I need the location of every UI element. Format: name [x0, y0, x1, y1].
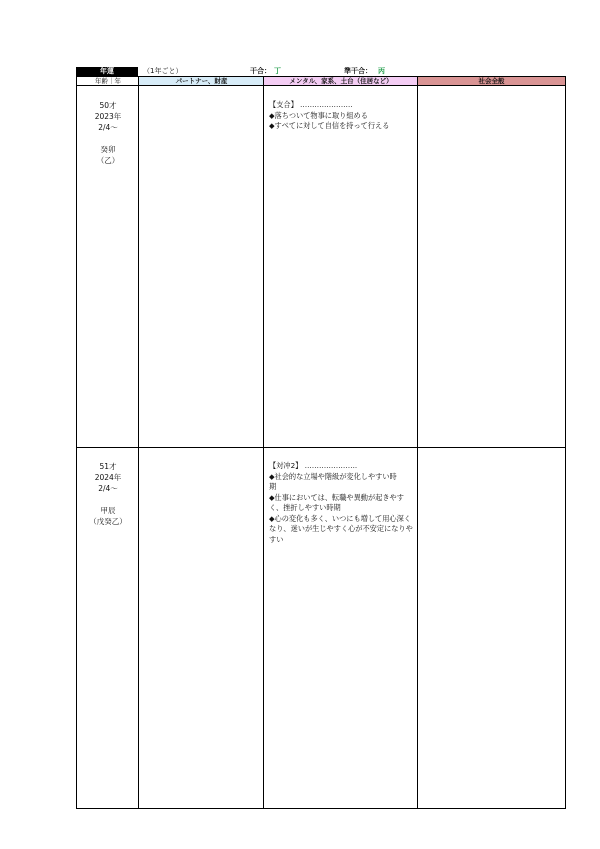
kanshi-hidden-stems: （乙）	[96, 156, 120, 165]
row-age-cell	[77, 100, 139, 166]
mental-line: ◆すべてに対して自信を持って行える	[269, 121, 390, 130]
kanshi: 甲辰	[100, 506, 116, 515]
mental-line: く、挫折しやすい時期	[269, 503, 341, 512]
unit-note: （1年ごと）	[143, 67, 183, 75]
column-divider	[138, 77, 139, 808]
mental-line: ◆社会的な立場や階級が変化しやすい時	[269, 471, 397, 481]
kanshi-hidden-stems: （戊癸乙）	[89, 517, 127, 526]
row-mental-cell	[269, 461, 414, 545]
row-age-cell	[77, 461, 139, 527]
nenun-badge: 年運	[76, 67, 138, 76]
year: 2024年	[94, 473, 122, 482]
col-header-age-year: 年齢｜年	[77, 77, 139, 86]
column-divider	[263, 77, 264, 808]
row-mental-cell	[269, 100, 414, 132]
junkango-value: 丙	[378, 67, 385, 75]
kango-label: 干合：	[250, 67, 271, 75]
start-date: 2/4～	[98, 484, 118, 493]
mental-title: 【対冲2】 ………………….	[269, 461, 358, 470]
mental-line: ◆心の変化も多く、いつにも増して用心深く	[269, 513, 411, 523]
start-date: 2/4～	[98, 123, 118, 132]
row-divider	[77, 447, 565, 448]
col-header-mental: メンタル、家系、土台（住居など）	[264, 77, 418, 86]
year: 2023年	[94, 112, 122, 121]
column-divider	[417, 77, 418, 808]
col-header-society: 社会全般	[418, 77, 565, 86]
mental-line: なり、迷いが生じやすく心が不安定になりや	[269, 524, 413, 533]
kango-value: 丁	[274, 67, 281, 75]
col-header-partner: パートナー、財産	[139, 77, 264, 86]
kanshi: 癸卯	[100, 145, 116, 154]
mental-line: すい	[269, 534, 284, 544]
header-bar	[76, 67, 566, 76]
mental-line: 期	[269, 482, 277, 491]
age: 50才	[99, 101, 117, 110]
mental-title: 【支合】 ………………….	[269, 100, 353, 109]
mental-line: ◆仕事においては、転職や異動が起きやす	[269, 492, 404, 502]
annual-fortune-table	[76, 76, 566, 809]
junkango-label: 準干合：	[344, 67, 372, 75]
age: 51才	[99, 462, 117, 471]
mental-line: ◆落ちついて物事に取り組める	[269, 110, 368, 120]
